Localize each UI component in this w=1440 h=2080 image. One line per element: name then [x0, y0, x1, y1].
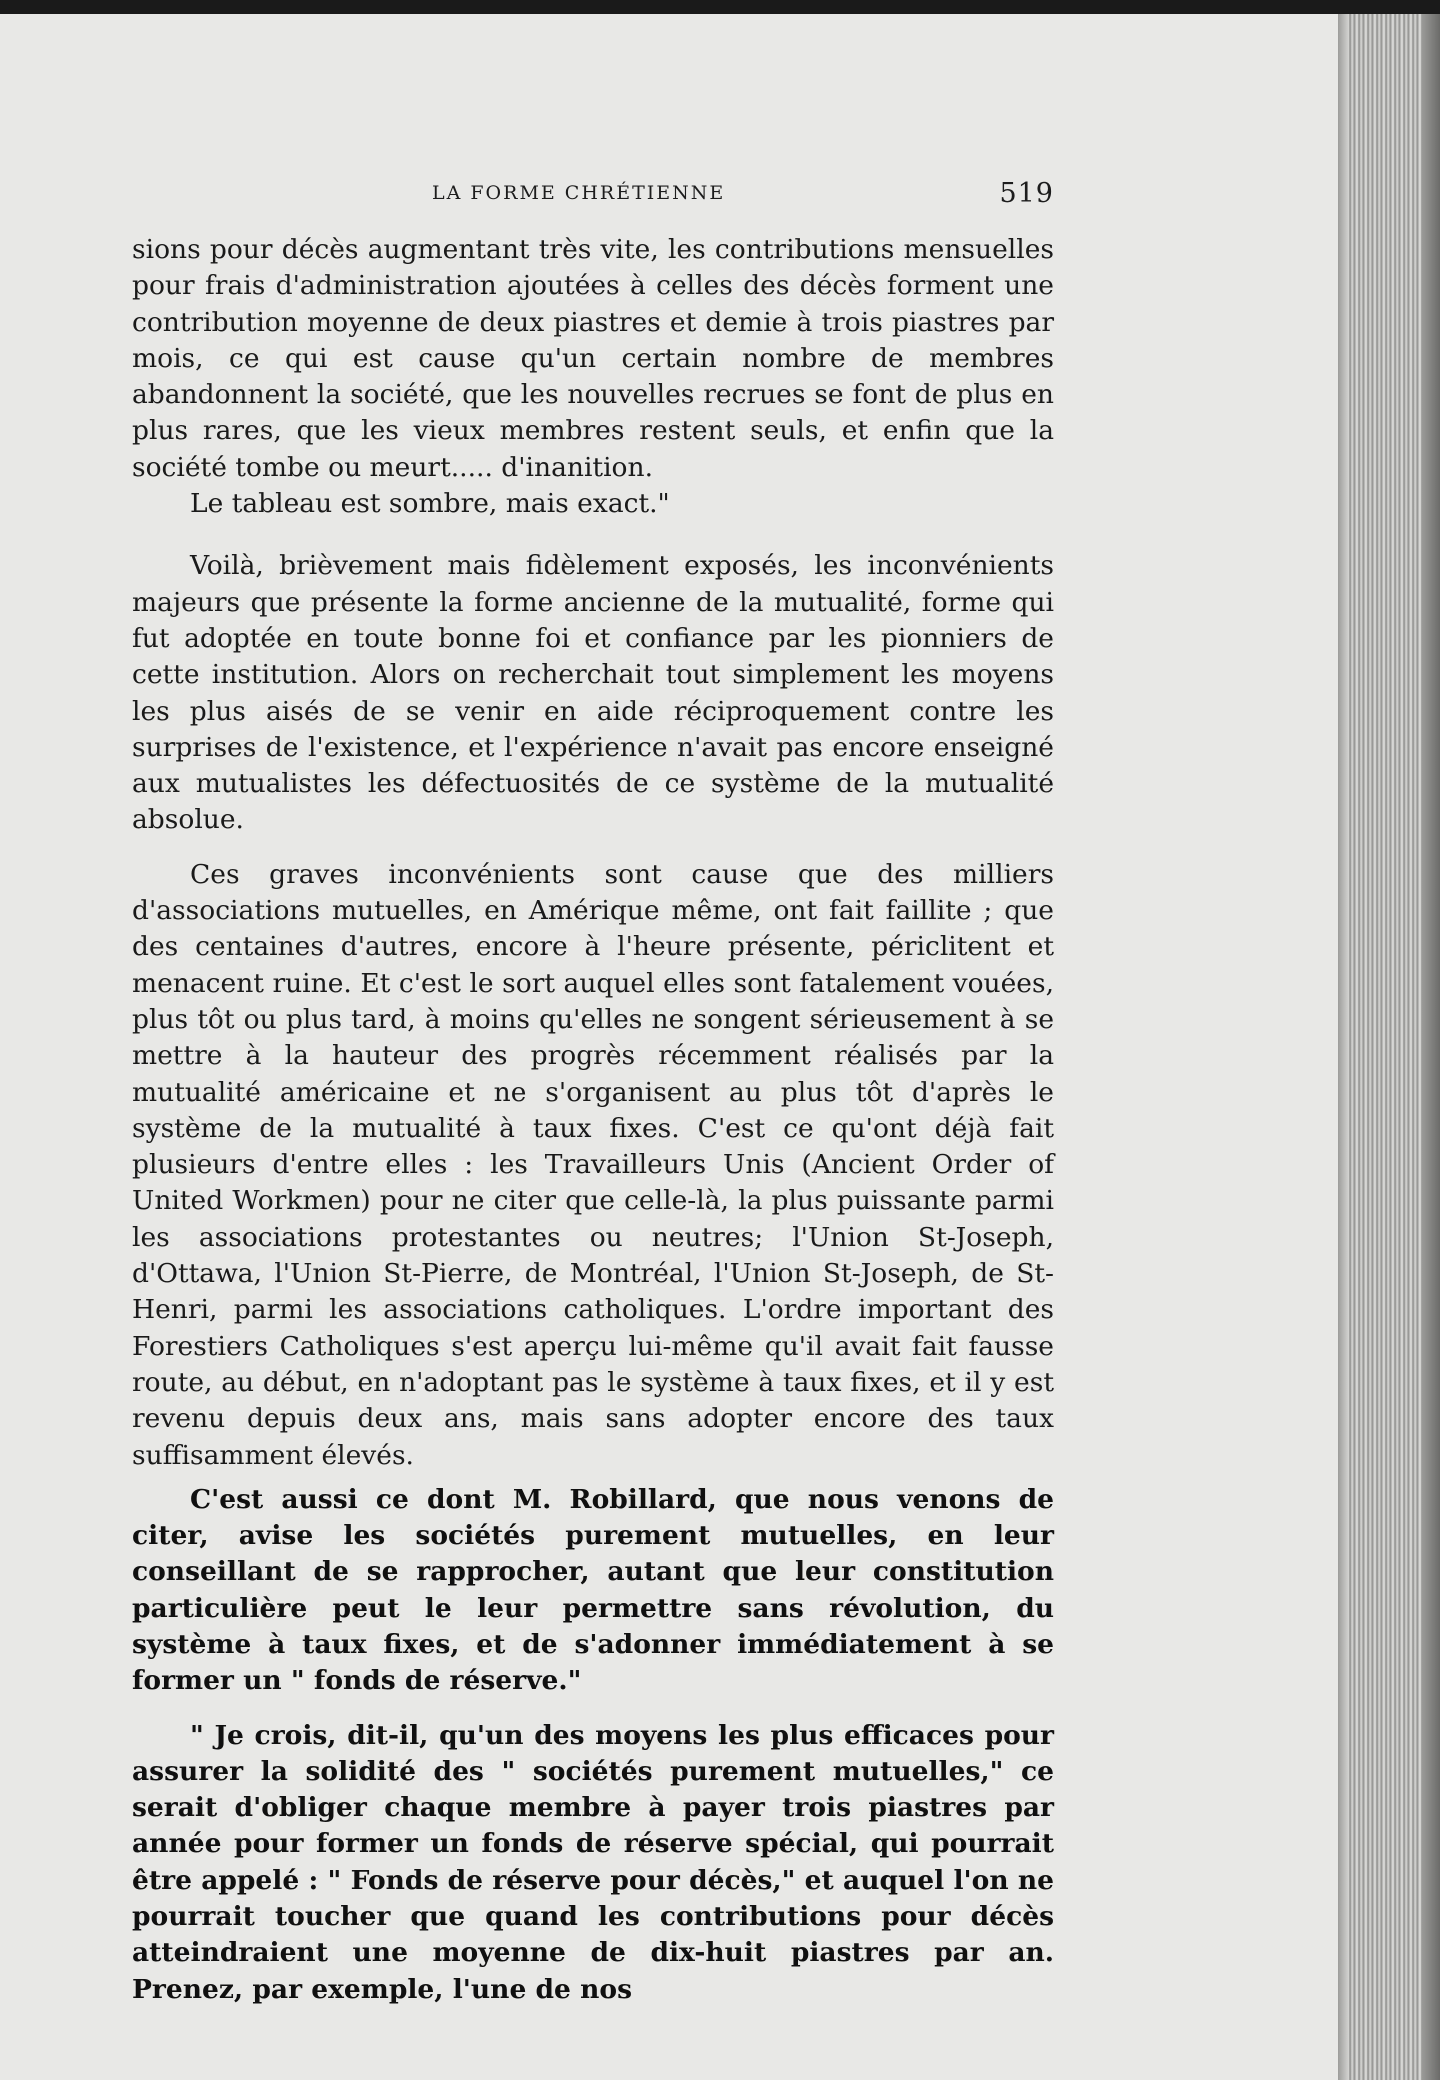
running-title: LA FORME CHRÉTIENNE: [432, 182, 726, 204]
running-head: [132, 178, 1054, 214]
paragraph-robillard: C'est aussi ce dont M. Robillard, que nous venons de citer, avise les sociétés purement mutuelles, en leur conseillant de se rapprocher, autant que leur constitution particulière peut le leur permettre sans révolution, du système à taux fixes, et de s'adonner immédiatement à se former un " fonds de réserve.": [132, 1483, 1054, 1697]
book-page-edges: [1338, 14, 1440, 2080]
paragraph-voila: Voilà, brièvement mais fidèlement exposés, les inconvénients majeurs que présente la forme ancienne de la mutualité, forme qui fut adoptée en toute bonne foi et confiance par les pionniers de cette institution. Alors on recherchait tout simplement les moyens les plus aisés de se venir en aide réciproquement contre les surprises de l'existence, et l'expérience n'avait pas encore enseigné aux mutualistes les défectuosités de ce système de la mutualité absolue.: [132, 550, 1054, 836]
paragraph-quote-close: Le tableau est sombre, mais exact.": [190, 488, 670, 520]
paragraph-continued: sions pour décès augmentant très vite, les contributions mensuelles pour frais d'administration ajoutées à celles des décès forment une contribution moyenne de deux piastres et demie à trois piastres par mois, ce qui est cause qu'un certain nombre de membres abandonnent la société, que les nouvelles recrues se font de plus en plus rares, que les vieux membres restent seuls, et enfin que la société tombe ou meurt..... d'inanition.: [132, 234, 1054, 483]
page-number: 519: [999, 178, 1054, 209]
paragraph-quotation: " Je crois, dit-il, qu'un des moyens les plus efficaces pour assurer la solidité des " sociétés purement mutuelles," ce serait d'obliger chaque membre à payer trois piastres par année pour former un fonds de réserve spécial, qui pourrait être appelé : " Fonds de réserve pour décès," et auquel l'on ne pourrait toucher que quand les contributions pour décès atteindraient une moyenne de dix-huit piastres par an. Prenez, par exemple, l'une de nos: [132, 1719, 1054, 2005]
scan-top-border: [0, 0, 1440, 14]
paragraph-graves-inconvenients: Ces graves inconvénients sont cause que des milliers d'associations mutuelles, en Amérique même, ont fait faillite ; que des centaines d'autres, encore à l'heure présente, périclitent et menacent ruine. Et c'est le sort auquel elles sont fatalement vouées, plus tôt ou plus tard, à moins qu'elles ne songent sérieusement à se mettre à la hauteur des progrès récemment réalisés par la mutualité américaine et ne s'organisent au plus tôt d'après le système de la mutualité à taux fixes. C'est ce qu'ont déjà fait plusieurs d'entre elles : les Travailleurs Unis (Ancient Order of United Workmen) pour ne citer que celle-là, la plus puissante parmi les associations protestantes ou neutres; l'Union St-Joseph, d'Ottawa, l'Union St-Pierre, de Montréal, l'Union St-Joseph, de St-Henri, parmi les associations catholiques. L'ordre important des Forestiers Catholiques s'est aperçu lui-même qu'il avait fait fausse route, au début, en n'adoptant pas le système à taux fixes, et il y est revenu depuis deux ans, mais sans adopter encore des taux suffisamment élevés.: [132, 858, 1054, 1471]
page-body: [132, 232, 1054, 2008]
